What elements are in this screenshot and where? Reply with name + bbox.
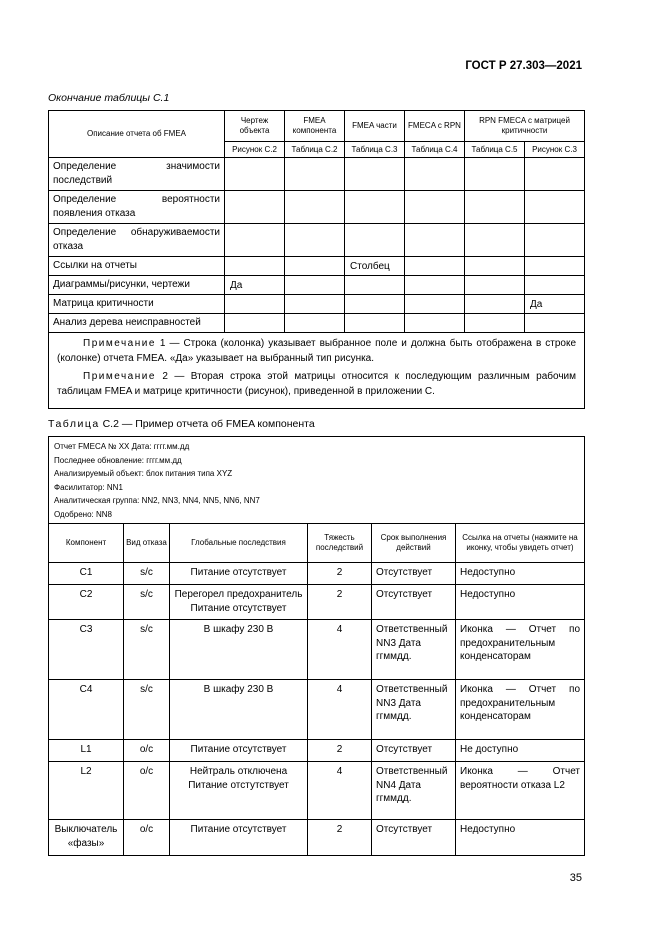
cell [465, 276, 525, 295]
cell: Столбец [345, 257, 405, 276]
table-row [49, 314, 585, 333]
cell [405, 295, 465, 314]
col-subheader: Таблица С.4 [405, 142, 465, 158]
failure-mode-cell: o/c [124, 820, 170, 856]
term-cell: Отсутствует [372, 740, 456, 762]
cell [285, 224, 345, 257]
col-header: Тяжесть последствий [308, 524, 372, 563]
cell [405, 276, 465, 295]
table-row [49, 762, 585, 820]
cell [345, 295, 405, 314]
cell [285, 257, 345, 276]
info-line: Анализируемый объект: блок питания типа XYZ [54, 469, 233, 478]
component-cell: C4 [49, 680, 124, 740]
cell [345, 191, 405, 224]
col-subheader: Таблица С.5 [465, 142, 525, 158]
effect-cell: В шкафу 230 В [170, 680, 308, 740]
failure-mode-cell: o/c [124, 762, 170, 820]
component-cell: C1 [49, 563, 124, 585]
table1-caption: Окончание таблицы С.1 [48, 92, 170, 104]
row-label: Определение значимости последствий [49, 158, 225, 191]
cell [525, 276, 585, 295]
severity-cell: 2 [308, 820, 372, 856]
cell [465, 314, 525, 333]
reference-cell: Иконка — Отчет по предохранительным конденсаторам [456, 620, 585, 680]
effect-cell: Питание отсутствует [170, 820, 308, 856]
table-row [49, 257, 585, 276]
table-row [49, 820, 585, 856]
cell [225, 158, 285, 191]
info-line: Фасилитатор: NN1 [54, 482, 123, 492]
col-header: FMEA компонента [285, 111, 345, 142]
table-row [49, 191, 585, 224]
row-label: Матрица критичности [49, 295, 225, 314]
col-header: FMECA с RPN [405, 111, 465, 142]
cell [465, 224, 525, 257]
table-c2-fmea-component-report [48, 436, 585, 856]
table-row [49, 563, 585, 585]
table-row [49, 680, 585, 740]
col-subheader: Рисунок С.2 [225, 142, 285, 158]
table-c1-end [48, 110, 585, 409]
failure-mode-cell: s/c [124, 563, 170, 585]
cell [405, 257, 465, 276]
failure-mode-cell: s/c [124, 620, 170, 680]
cell [525, 314, 585, 333]
effect-cell: Нейтраль отключена Питание отстутствует [170, 762, 308, 820]
cell [525, 191, 585, 224]
cell [465, 257, 525, 276]
term-cell: Ответственный NN3 Дата ггммдд. [372, 620, 456, 680]
effect-cell: Питание отсутствует [170, 563, 308, 585]
info-line: Отчет FMECA № XX Дата: гггг.мм.дд [54, 442, 190, 451]
col-header: Глобальные последствия [170, 524, 308, 563]
cell [285, 295, 345, 314]
note-prefix: Примечание [83, 371, 156, 382]
table2-caption-prefix: Таблица [48, 418, 100, 430]
cell [225, 224, 285, 257]
failure-mode-cell: s/c [124, 585, 170, 620]
reference-cell: Иконка — Отчет по предохранительным конденсаторам [456, 680, 585, 740]
component-cell: C3 [49, 620, 124, 680]
component-cell: Выключатель «фазы» [49, 820, 124, 856]
term-cell: Отсутствует [372, 585, 456, 620]
cell [405, 158, 465, 191]
reference-cell: Не доступно [456, 740, 585, 762]
report-info-block [49, 437, 585, 524]
row-label: Анализ дерева неисправностей [49, 314, 225, 333]
table-row [49, 620, 585, 680]
severity-cell: 4 [308, 680, 372, 740]
col-header: Чертеж объекта [225, 111, 285, 142]
component-cell: L2 [49, 762, 124, 820]
reference-cell: Недоступно [456, 563, 585, 585]
cell [345, 314, 405, 333]
term-cell: Ответственный NN4 Дата ггммдд. [372, 762, 456, 820]
row-label: Определение обнаруживаемости отказа [49, 224, 225, 257]
col-header: RPN FMECA с матрицей критичности [465, 111, 585, 142]
cell [225, 257, 285, 276]
reference-cell: Недоступно [456, 585, 585, 620]
header-report-description: Описание отчета об FMEA [49, 111, 225, 158]
note-text: 1 — Строка (колонка) указывает выбранное поле и должна быть отображена в строке (колонке) отчета FMEA. «Да» указывает на выбранный тип рисунка. [57, 338, 577, 364]
col-header: Компонент [49, 524, 124, 563]
cell [345, 224, 405, 257]
col-header: Срок выполнения действий [372, 524, 456, 563]
cell [225, 295, 285, 314]
table-row [49, 224, 585, 257]
severity-cell: 4 [308, 762, 372, 820]
table2-caption [48, 418, 315, 430]
table-row [49, 295, 585, 314]
cell [405, 191, 465, 224]
table-row [49, 585, 585, 620]
component-cell: L1 [49, 740, 124, 762]
reference-cell: Иконка — Отчет вероятности отказа L2 [456, 762, 585, 820]
cell [465, 158, 525, 191]
table-notes [49, 333, 585, 409]
cell [225, 191, 285, 224]
cell [285, 314, 345, 333]
effect-cell: В шкафу 230 В [170, 620, 308, 680]
row-label: Диаграммы/рисунки, чертежи [49, 276, 225, 295]
term-cell: Отсутствует [372, 820, 456, 856]
cell [405, 224, 465, 257]
failure-mode-cell: s/c [124, 680, 170, 740]
row-label: Ссылки на отчеты [49, 257, 225, 276]
info-line: Последнее обновление: гггг.мм.дд [54, 455, 182, 465]
severity-cell: 2 [308, 563, 372, 585]
severity-cell: 2 [308, 740, 372, 762]
col-subheader: Рисунок С.3 [525, 142, 585, 158]
component-cell: C2 [49, 585, 124, 620]
col-header: Ссылка на отчеты (нажмите на иконку, чтобы увидеть отчет) [456, 524, 585, 563]
col-subheader: Таблица С.3 [345, 142, 405, 158]
table-row [49, 740, 585, 762]
info-line: Аналитическая группа: NN2, NN3, NN4, NN5, NN6, NN7 [54, 496, 260, 505]
col-subheader: Таблица С.2 [285, 142, 345, 158]
reference-cell: Недоступно [456, 820, 585, 856]
page-number: 35 [569, 872, 582, 884]
table2-caption-text: С.2 — Пример отчета об FMEA компонента [99, 418, 315, 430]
cell [285, 276, 345, 295]
document-standard-number: ГОСТ Р 27.303—2021 [465, 60, 582, 72]
cell [465, 295, 525, 314]
info-line: Одобрено: NN8 [54, 509, 112, 519]
cell [525, 257, 585, 276]
note-prefix: Примечание [83, 338, 156, 349]
cell [525, 224, 585, 257]
col-header: Вид отказа [124, 524, 170, 563]
failure-mode-cell: o/c [124, 740, 170, 762]
row-label: Определение вероятности появления отказа [49, 191, 225, 224]
cell [345, 158, 405, 191]
cell [345, 276, 405, 295]
effect-cell: Перегорел предохранитель Питание отсутствует [170, 585, 308, 620]
table-row [49, 158, 585, 191]
note-1 [57, 337, 576, 366]
note-2 [57, 370, 576, 399]
severity-cell: 4 [308, 620, 372, 680]
effect-cell: Питание отсутствует [170, 740, 308, 762]
term-cell: Ответственный NN3 Дата ггммдд. [372, 680, 456, 740]
col-header: FMEA части [345, 111, 405, 142]
table-row [49, 276, 585, 295]
cell [285, 158, 345, 191]
cell [285, 191, 345, 224]
cell [225, 314, 285, 333]
cell [405, 314, 465, 333]
term-cell: Отсутствует [372, 563, 456, 585]
cell: Да [225, 276, 285, 295]
cell: Да [525, 295, 585, 314]
cell [525, 158, 585, 191]
severity-cell: 2 [308, 585, 372, 620]
cell [465, 191, 525, 224]
note-text: 2 — Вторая строка этой матрицы относится к последующим различным рабочим таблицам FMEA и матрице критичности (рисунок), приведенной в приложении С. [57, 371, 577, 397]
